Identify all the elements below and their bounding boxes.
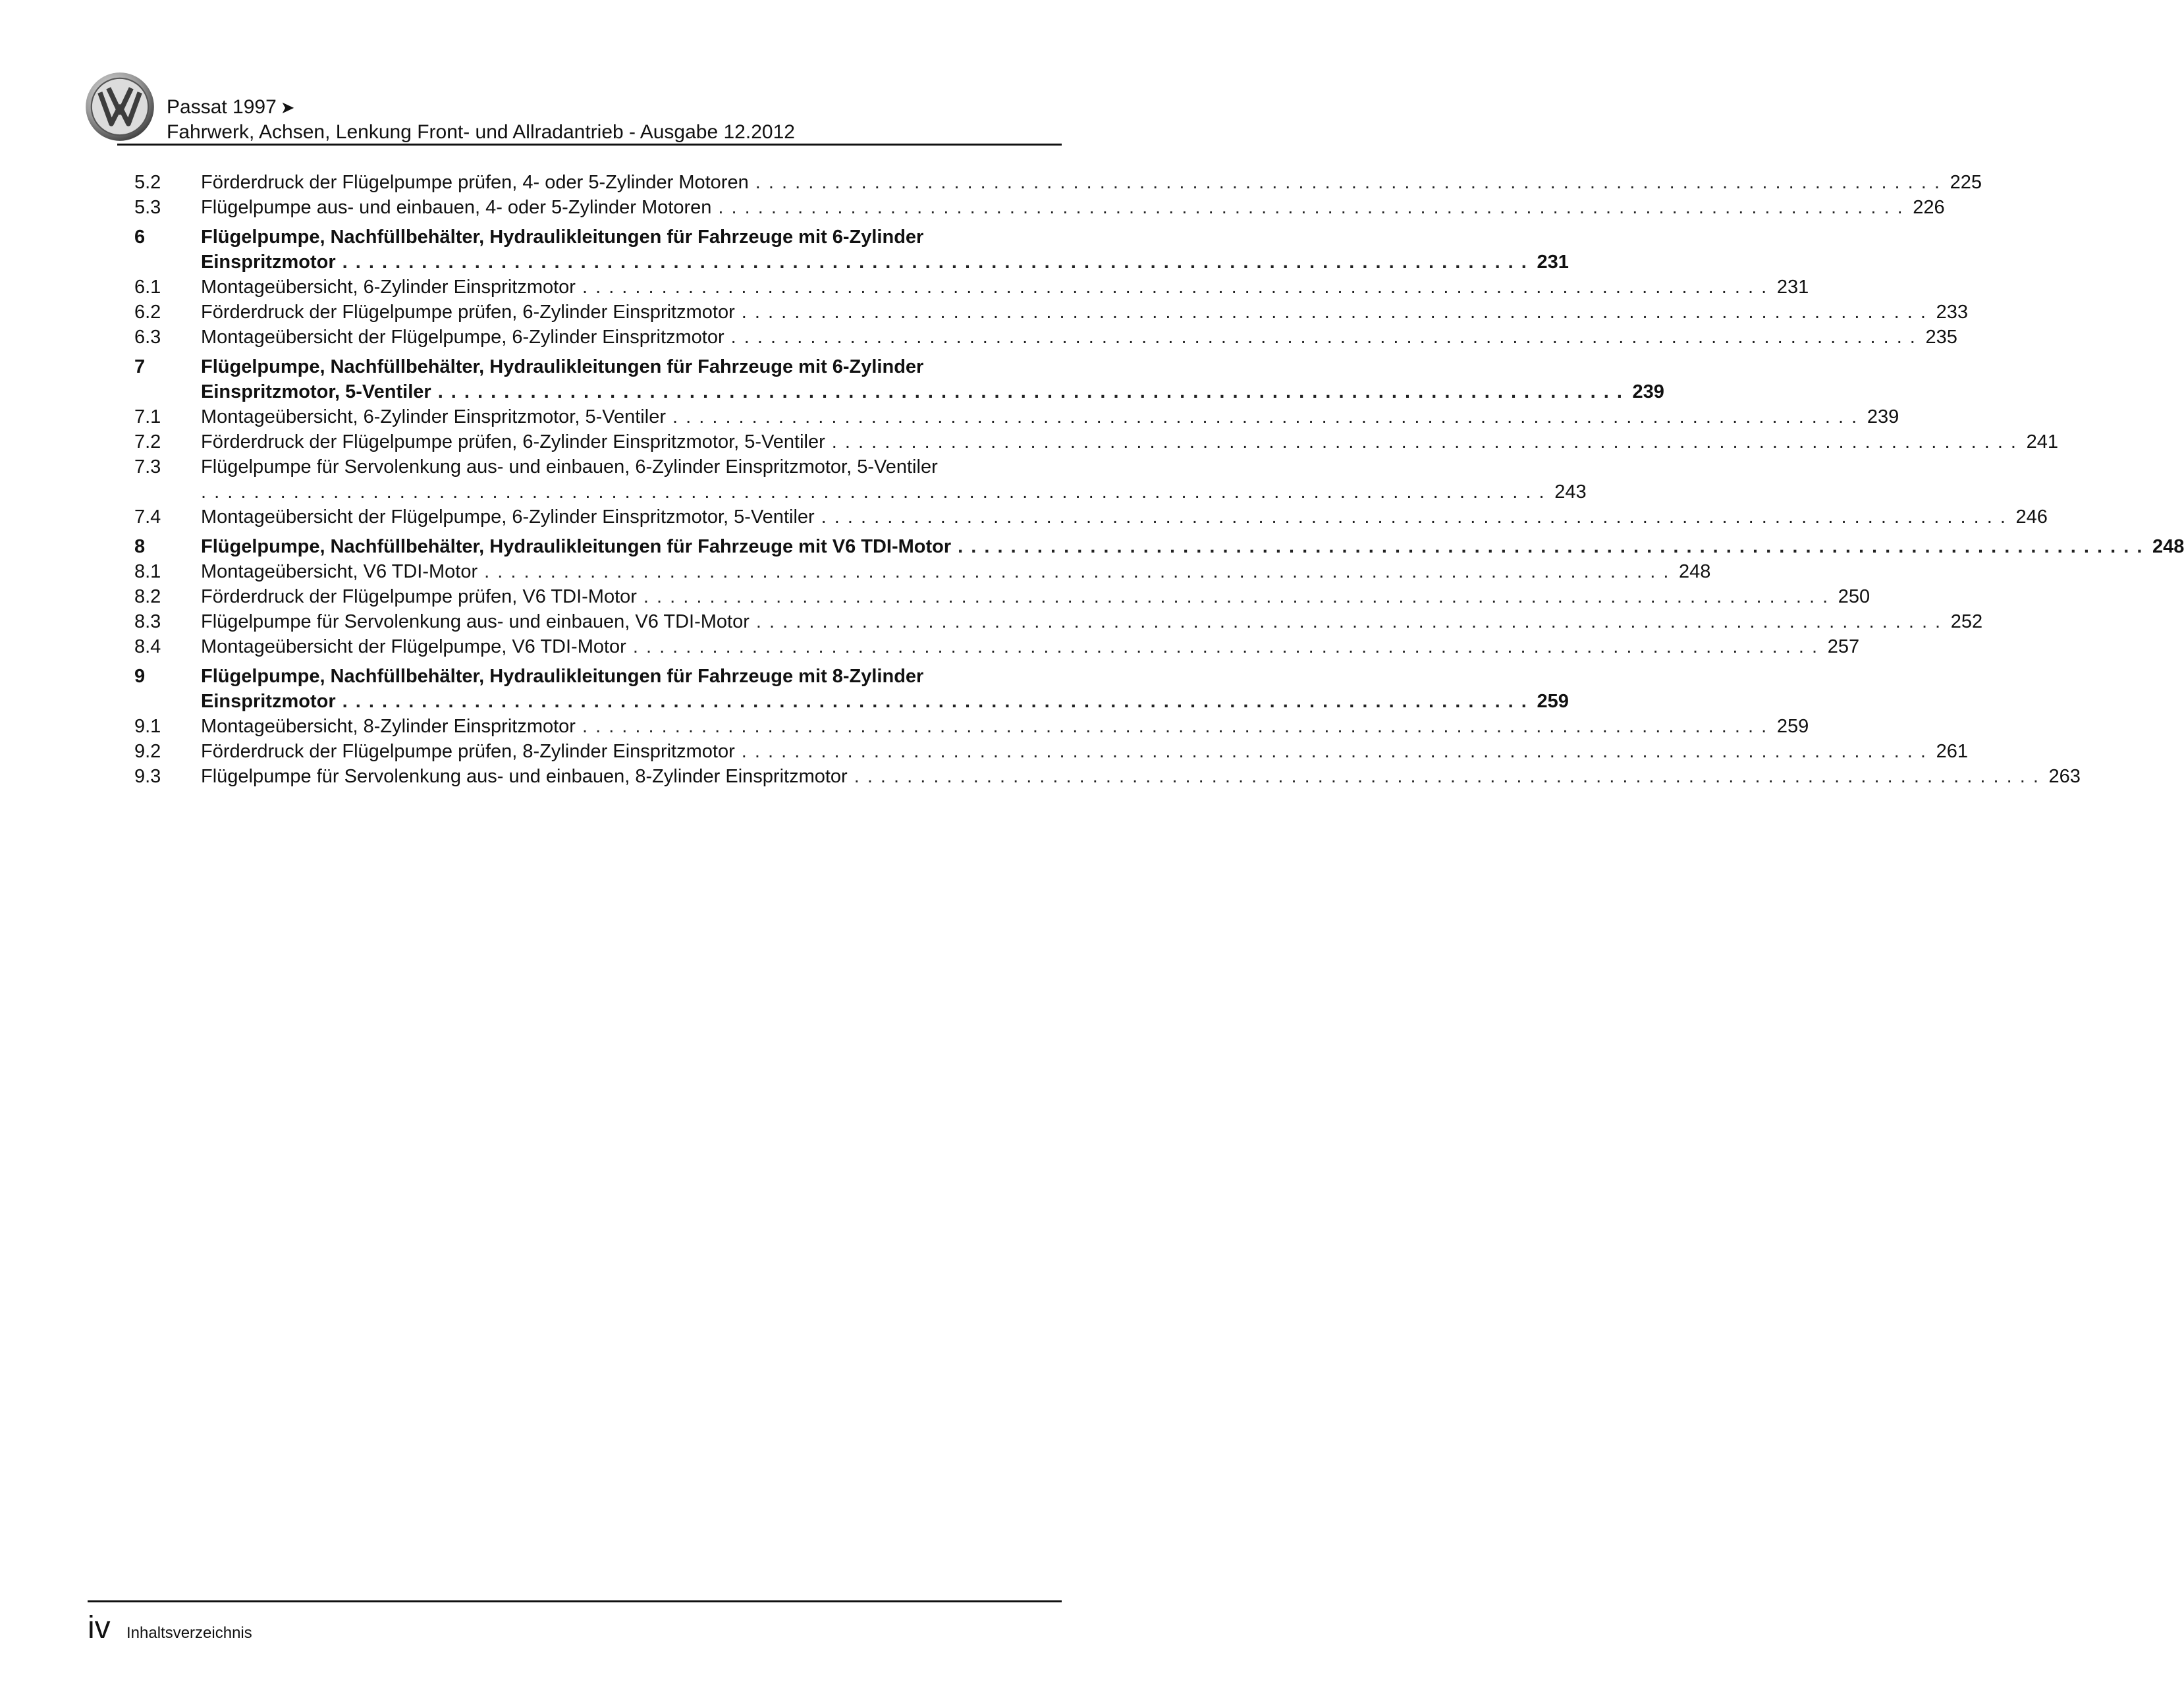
toc-leader: . . . . . . . . . . . . . . . . . . . . . . . . . . . . . . . . . . . . . . . . . . . . . . . . . . . . . . . . . . . . . . . . . . . . . . . . . . . . . . . . . . . . . . . . . . [958,536,2144,557]
toc-number: 6.2 [134,302,161,323]
toc-entry-6-3[interactable] [134,325,1957,350]
toc-number: 5.3 [134,197,161,218]
toc-number: 7.2 [134,431,161,452]
toc-title: Flügelpumpe aus- und einbauen, 4- oder 5-Zylinder Motoren [201,197,712,218]
toc-page: 239 [1632,381,1664,402]
toc-leader: . . . . . . . . . . . . . . . . . . . . . . . . . . . . . . . . . . . . . . . . . . . . . . . . . . . . . . . . . . . . . . . . . . . . . . . . . . . . . . . . . . . . . . . . . . [643,586,1830,607]
toc-entry-5-2[interactable] [134,170,1982,195]
toc-leader: . . . . . . . . . . . . . . . . . . . . . . . . . . . . . . . . . . . . . . . . . . . . . . . . . . . . . . . . . . . . . . . . . . . . . . . . . . . . . . . . . . . . . . . . . . . . . . . . . . . . . . [201,481,1546,503]
toc-page: 257 [1827,636,1860,657]
toc-entry-8-4[interactable] [134,634,1860,659]
toc-title: Förderdruck der Flügelpumpe prüfen, V6 TDI-Motor [201,586,637,607]
toc-entry-8-2[interactable] [134,584,1870,609]
toc-leader: . . . . . . . . . . . . . . . . . . . . . . . . . . . . . . . . . . . . . . . . . . . . . . . . . . . . . . . . . . . . . . . . . . . . . . . . . . . . . . . . . . . . . . . . . . [741,302,1927,323]
toc-number: 7 [134,356,146,377]
toc-page: 248 [2152,536,2184,557]
toc-number: 8.4 [134,636,161,657]
toc-page: 261 [1936,741,1968,762]
toc-title: Montageübersicht der Flügelpumpe, 6-Zylinder Einspritzmotor [201,327,724,348]
footer-section-label: Inhaltsverzeichnis [126,1624,252,1642]
toc-entry-7-2[interactable] [134,429,2058,454]
toc-title: Montageübersicht der Flügelpumpe, 6-Zylinder Einspritzmotor, 5-Ventiler [201,506,815,528]
toc-leader: . . . . . . . . . . . . . . . . . . . . . . . . . . . . . . . . . . . . . . . . . . . . . . . . . . . . . . . . . . . . . . . . . . . . . . . . . . . . . . . . . . . . . . . . . . [342,691,1528,712]
toc-page: 259 [1537,691,1569,712]
toc-chapter-8[interactable] [134,534,2184,559]
toc-entry-8-3[interactable] [134,609,1983,634]
header-subtitle: Fahrwerk, Achsen, Lenkung Front- und Allradantrieb - Ausgabe 12.2012 [167,121,795,143]
toc-page: 243 [1554,481,1587,503]
header-model-text: Passat 1997 [167,96,277,118]
toc-number: 7.3 [134,456,161,477]
toc-entry-5-3[interactable] [134,195,1945,220]
toc-title: Flügelpumpe für Servolenkung aus- und einbauen, 8-Zylinder Einspritzmotor [201,766,848,787]
toc-title: Montageübersicht der Flügelpumpe, V6 TDI-Motor [201,636,626,657]
toc-title: Montageübersicht, V6 TDI-Motor [201,561,478,582]
toc-page: 225 [1950,172,1982,193]
toc-title: Montageübersicht, 6-Zylinder Einspritzmotor, 5-Ventiler [201,406,666,427]
toc-leader: . . . . . . . . . . . . . . . . . . . . . . . . . . . . . . . . . . . . . . . . . . . . . . . . . . . . . . . . . . . . . . . . . . . . . . . . . . . . . . . . . . . . . . . . . . [632,636,1819,657]
toc-page: 263 [2048,766,2081,787]
header-model [167,96,295,119]
toc-page: 235 [1925,327,1957,348]
toc-title: Montageübersicht, 6-Zylinder Einspritzmotor [201,277,576,298]
toc-leader: . . . . . . . . . . . . . . . . . . . . . . . . . . . . . . . . . . . . . . . . . . . . . . . . . . . . . . . . . . . . . . . . . . . . . . . . . . . . . . . . . . . . . . . . . . [582,277,1768,298]
toc-title-line1: Flügelpumpe, Nachfüllbehälter, Hydraulikleitungen für Fahrzeuge mit 6-Zylinder [201,227,924,248]
toc-page: 252 [1950,611,1983,632]
toc-number: 7.4 [134,506,161,528]
toc-entry-7-1[interactable] [134,404,1899,429]
toc-title-line2: Einspritzmotor [201,691,336,712]
toc-page: 231 [1776,277,1809,298]
toc-chapter-6[interactable] [134,225,1569,275]
toc-entry-6-2[interactable] [134,300,1968,325]
toc-title: Montageübersicht, 8-Zylinder Einspritzmotor [201,716,576,737]
toc-leader: . . . . . . . . . . . . . . . . . . . . . . . . . . . . . . . . . . . . . . . . . . . . . . . . . . . . . . . . . . . . . . . . . . . . . . . . . . . . . . . . . . . . . . . . . . [437,381,1624,402]
toc-entry-9-2[interactable] [134,739,1968,764]
toc-page: 226 [1913,197,1945,218]
toc-leader: . . . . . . . . . . . . . . . . . . . . . . . . . . . . . . . . . . . . . . . . . . . . . . . . . . . . . . . . . . . . . . . . . . . . . . . . . . . . . . . . . . . . . . . . . . [854,766,2040,787]
toc-entry-6-1[interactable] [134,275,1809,300]
arrow-icon: ➤ [280,97,295,117]
toc-entry-7-3[interactable] [134,454,1587,504]
toc-chapter-9[interactable] [134,664,1569,714]
toc-page: 248 [1679,561,1711,582]
toc-title-line1: Flügelpumpe, Nachfüllbehälter, Hydraulikleitungen für Fahrzeuge mit 8-Zylinder [201,666,924,687]
toc-title-line2: Einspritzmotor, 5-Ventiler [201,381,431,402]
toc-number: 8.1 [134,561,161,582]
toc-title-line2: Einspritzmotor [201,252,336,273]
toc-title: Förderdruck der Flügelpumpe prüfen, 6-Zylinder Einspritzmotor [201,302,735,323]
toc-leader: . . . . . . . . . . . . . . . . . . . . . . . . . . . . . . . . . . . . . . . . . . . . . . . . . . . . . . . . . . . . . . . . . . . . . . . . . . . . . . . . . . . . . . . . . . [730,327,1917,348]
toc-leader: . . . . . . . . . . . . . . . . . . . . . . . . . . . . . . . . . . . . . . . . . . . . . . . . . . . . . . . . . . . . . . . . . . . . . . . . . . . . . . . . . . . . . . . . . . [582,716,1768,737]
toc-number: 9.2 [134,741,161,762]
toc-number: 6.1 [134,277,161,298]
toc-leader: . . . . . . . . . . . . . . . . . . . . . . . . . . . . . . . . . . . . . . . . . . . . . . . . . . . . . . . . . . . . . . . . . . . . . . . . . . . . . . . . . . . . . . . . . . [755,172,1941,193]
page-number: iv [88,1610,111,1645]
toc-title: Flügelpumpe, Nachfüllbehälter, Hydraulikleitungen für Fahrzeuge mit V6 TDI-Motor [201,536,952,557]
toc-entry-7-4[interactable] [134,504,2048,530]
toc-page: 241 [2026,431,2058,452]
toc-title: Förderdruck der Flügelpumpe prüfen, 8-Zylinder Einspritzmotor [201,741,735,762]
toc-number: 5.2 [134,172,161,193]
toc-title: Förderdruck der Flügelpumpe prüfen, 6-Zylinder Einspritzmotor, 5-Ventiler [201,431,825,452]
toc-number: 9.1 [134,716,161,737]
toc-chapter-7[interactable] [134,354,1664,404]
toc-entry-9-3[interactable] [134,764,2081,789]
toc-title-line1: Flügelpumpe für Servolenkung aus- und einbauen, 6-Zylinder Einspritzmotor, 5-Ventiler [201,456,938,477]
toc-leader: . . . . . . . . . . . . . . . . . . . . . . . . . . . . . . . . . . . . . . . . . . . . . . . . . . . . . . . . . . . . . . . . . . . . . . . . . . . . . . . . . . . . . . . . . . [342,252,1528,273]
toc-number: 6.3 [134,327,161,348]
toc-number: 8.2 [134,586,161,607]
toc-number: 9 [134,666,146,687]
vw-logo-icon [84,71,155,142]
toc-leader: . . . . . . . . . . . . . . . . . . . . . . . . . . . . . . . . . . . . . . . . . . . . . . . . . . . . . . . . . . . . . . . . . . . . . . . . . . . . . . . . . . . . . . . . . . [755,611,1942,632]
table-of-contents [134,170,2184,789]
toc-page: 259 [1776,716,1809,737]
toc-number: 8 [134,536,146,557]
toc-leader: . . . . . . . . . . . . . . . . . . . . . . . . . . . . . . . . . . . . . . . . . . . . . . . . . . . . . . . . . . . . . . . . . . . . . . . . . . . . . . . . . . . . . . . . . . [718,197,1904,218]
toc-number: 6 [134,227,146,248]
toc-title: Förderdruck der Flügelpumpe prüfen, 4- oder 5-Zylinder Motoren [201,172,749,193]
toc-number: 8.3 [134,611,161,632]
toc-title-line1: Flügelpumpe, Nachfüllbehälter, Hydraulikleitungen für Fahrzeuge mit 6-Zylinder [201,356,924,377]
toc-page: 233 [1936,302,1968,323]
toc-leader: . . . . . . . . . . . . . . . . . . . . . . . . . . . . . . . . . . . . . . . . . . . . . . . . . . . . . . . . . . . . . . . . . . . . . . . . . . . . . . . . . . . . . . . . . . [821,506,2007,528]
footer-divider [88,1600,1062,1602]
toc-page: 231 [1537,252,1569,273]
toc-leader: . . . . . . . . . . . . . . . . . . . . . . . . . . . . . . . . . . . . . . . . . . . . . . . . . . . . . . . . . . . . . . . . . . . . . . . . . . . . . . . . . . . . . . . . . . [831,431,2017,452]
toc-number: 9.3 [134,766,161,787]
header-divider [117,144,1062,146]
toc-page: 239 [1867,406,1899,427]
toc-entry-8-1[interactable] [134,559,1711,584]
toc-title: Flügelpumpe für Servolenkung aus- und einbauen, V6 TDI-Motor [201,611,750,632]
toc-number: 7.1 [134,406,161,427]
toc-leader: . . . . . . . . . . . . . . . . . . . . . . . . . . . . . . . . . . . . . . . . . . . . . . . . . . . . . . . . . . . . . . . . . . . . . . . . . . . . . . . . . . . . . . . . . . [484,561,1670,582]
toc-leader: . . . . . . . . . . . . . . . . . . . . . . . . . . . . . . . . . . . . . . . . . . . . . . . . . . . . . . . . . . . . . . . . . . . . . . . . . . . . . . . . . . . . . . . . . . [741,741,1927,762]
toc-page: 250 [1838,586,1870,607]
toc-leader: . . . . . . . . . . . . . . . . . . . . . . . . . . . . . . . . . . . . . . . . . . . . . . . . . . . . . . . . . . . . . . . . . . . . . . . . . . . . . . . . . . . . . . . . . . [672,406,1859,427]
toc-page: 246 [2015,506,2048,528]
toc-entry-9-1[interactable] [134,714,1809,739]
